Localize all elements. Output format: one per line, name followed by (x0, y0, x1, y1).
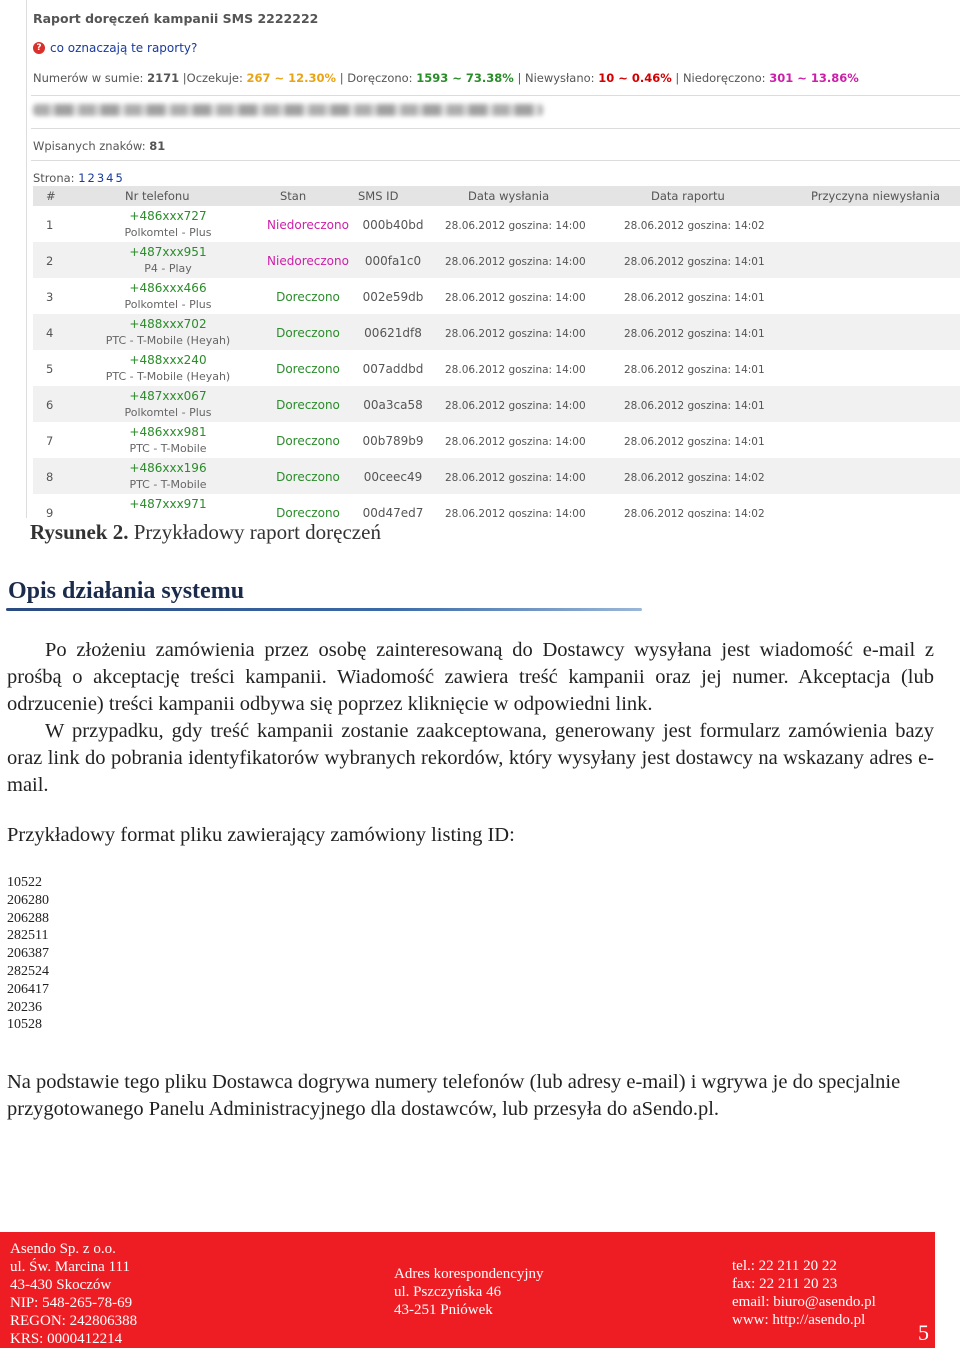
row-sms-id: 00d47ed7 (362, 506, 424, 518)
row-report-date: 28.06.2012 goszina: 14:01 (624, 436, 765, 448)
col-header[interactable]: # (46, 189, 56, 203)
table-row (33, 422, 960, 458)
table-row (33, 314, 960, 350)
id-item: 206387 (7, 946, 49, 962)
report-screenshot (26, 0, 960, 518)
col-header[interactable]: SMS ID (358, 189, 399, 203)
divider (31, 128, 960, 129)
col-header[interactable]: Nr telefonu (125, 189, 190, 203)
row-sms-id: 00621df8 (364, 326, 422, 340)
row-operator: PTC - T-Mobile (129, 478, 207, 491)
table-row (33, 278, 960, 314)
stats-delivered-label: | Doręczono: (339, 71, 413, 85)
table-row (33, 494, 960, 518)
row-status: Niedoreczono (267, 218, 349, 232)
section-rule (6, 608, 642, 611)
footer-line: KRS: 0000412214 (10, 1331, 123, 1347)
chars-label: Wpisanych znaków: (33, 139, 146, 153)
row-phone: +486xxx727 (129, 209, 207, 223)
row-operator: Polkomtel - Plus (124, 298, 212, 311)
row-status: Doreczono (276, 434, 340, 448)
page-link[interactable]: 5 (115, 171, 123, 185)
row-number: 7 (46, 434, 54, 448)
row-sms-id: 00b789b9 (362, 434, 424, 448)
footer-line: NIP: 548-265-78-69 (10, 1295, 133, 1311)
id-item: 10522 (7, 875, 42, 890)
paragraph: Przykładowy format pliku zawierający zamówiony listing ID: (7, 824, 515, 846)
divider (31, 160, 960, 161)
row-sms-id: 00ceec49 (363, 470, 423, 484)
row-status: Doreczono (276, 398, 340, 412)
row-number: 3 (46, 290, 54, 304)
row-status: Doreczono (276, 290, 340, 304)
row-report-date: 28.06.2012 goszina: 14:01 (624, 400, 765, 412)
row-phone: +487xxx067 (129, 389, 207, 403)
footer-line: ul. Św. Marcina 111 (10, 1259, 130, 1275)
row-sent-date: 28.06.2012 goszina: 14:00 (445, 472, 586, 484)
row-report-date: 28.06.2012 goszina: 14:01 (624, 292, 765, 304)
footer-website[interactable]: www: http://asendo.pl (732, 1312, 866, 1328)
report-stats (33, 71, 859, 85)
id-item: 206288 (7, 910, 49, 926)
table-row (33, 458, 960, 494)
paragraph: W przypadku, gdy treść kampanii zostanie zaakceptowana, generowany jest formularz zamówienia bazy oraz link do pobrania identyfikatorów wybranych rekordów, który wysyłany jest dostawcy na wskazany adres e-mail. (7, 720, 934, 796)
paragraph: Na podstawie tego pliku Dostawca dogrywa numery telefonów (lub adresy e-mail) i wgrywa je do specjalnie przygotowanego Panelu Administracyjnego dla dostawców, lub przesyła do aSendo.pl. (7, 1071, 901, 1120)
row-phone: +486xxx981 (129, 425, 207, 439)
row-report-date: 28.06.2012 goszina: 14:02 (624, 508, 765, 518)
footer-line: 43-430 Skoczów (10, 1277, 112, 1293)
row-operator: PTC - T-Mobile (Heyah) (105, 334, 231, 347)
stats-wait-label: |Oczekuje: (182, 71, 243, 85)
section-title: Opis działania systemu (8, 578, 245, 604)
row-phone: +486xxx196 (129, 461, 207, 475)
stats-failed: 301 ~ 13.86% (769, 71, 859, 85)
row-report-date: 28.06.2012 goszina: 14:01 (624, 328, 765, 340)
row-operator: PTC - T-Mobile (Heyah) (105, 370, 231, 383)
row-number: 4 (46, 326, 54, 340)
row-number: 8 (46, 470, 54, 484)
row-number: 6 (46, 398, 54, 412)
row-report-date: 28.06.2012 goszina: 14:02 (624, 472, 765, 484)
row-sms-id: 000fa1c0 (364, 254, 422, 268)
table-header (33, 186, 960, 206)
page-link[interactable]: 1 (78, 171, 86, 185)
footer-line: 43-251 Pniówek (394, 1302, 493, 1318)
row-sent-date: 28.06.2012 goszina: 14:00 (445, 220, 586, 232)
table-row (33, 350, 960, 386)
paragraph: Po złożeniu zamówienia przez osobę zainteresowaną do Dostawcy wysyłana jest wiadomość e-mail z prośbą o akceptację treści kampanii. Wiadomość zawiera treść kampanii oraz jej numer. Akceptacja (lub odrzucenie) treści kampanii odbywa się poprzez kliknięcie w odpowiedni link. (7, 639, 934, 715)
report-title: Raport doręczeń kampanii SMS 2222222 (33, 11, 319, 26)
page-link[interactable]: 2 (87, 171, 95, 185)
footer-line: ul. Pszczyńska 46 (394, 1284, 502, 1300)
footer-fax: fax: 22 211 20 23 (732, 1276, 838, 1292)
help-link-label: co oznaczają te raporty? (50, 41, 198, 55)
table-row (33, 386, 960, 422)
id-item: 206417 (7, 981, 49, 997)
col-header[interactable]: Data wysłania (468, 189, 550, 203)
pagination (33, 171, 125, 185)
page-number: 5 (918, 1320, 929, 1345)
row-sent-date: 28.06.2012 goszina: 14:00 (445, 256, 586, 268)
row-operator: P4 - Play (144, 262, 192, 275)
row-sms-id: 00a3ca58 (363, 398, 423, 412)
pager-label: Strona: (33, 171, 75, 185)
chars-value: 81 (149, 139, 166, 153)
stats-notsent-label: | Niewysłano: (517, 71, 595, 85)
row-status: Niedoreczono (267, 254, 349, 268)
chars-count (33, 139, 165, 153)
help-link[interactable] (33, 41, 197, 55)
row-report-date: 28.06.2012 goszina: 14:01 (624, 256, 765, 268)
stats-total: 2171 (147, 71, 180, 85)
footer-company (10, 1240, 137, 1348)
row-report-date: 28.06.2012 goszina: 14:02 (624, 220, 765, 232)
id-listing (7, 874, 49, 1034)
row-sent-date: 28.06.2012 goszina: 14:00 (445, 400, 586, 412)
caption-label: Rysunek 2. (30, 520, 129, 544)
stats-delivered: 1593 ~ 73.38% (416, 71, 514, 85)
stats-failed-label: | Niedoręczono: (675, 71, 766, 85)
row-report-date: 28.06.2012 goszina: 14:01 (624, 364, 765, 376)
divider (31, 95, 960, 96)
row-status: Doreczono (276, 506, 340, 518)
row-phone: +486xxx466 (129, 281, 207, 295)
col-header[interactable]: Data raportu (651, 189, 725, 203)
row-number: 2 (46, 254, 54, 268)
row-phone: +488xxx240 (129, 353, 207, 367)
footer-email[interactable]: email: biuro@asendo.pl (732, 1294, 876, 1310)
report-table (33, 186, 960, 518)
row-sent-date: 28.06.2012 goszina: 14:00 (445, 292, 586, 304)
row-sms-id: 007addbd (362, 362, 424, 376)
footer-phone: tel.: 22 211 20 22 (732, 1258, 837, 1274)
redacted-message (33, 104, 543, 116)
row-sms-id: 002e59db (362, 290, 424, 304)
id-item: 282511 (7, 928, 49, 944)
table-row (33, 242, 960, 278)
row-sent-date: 28.06.2012 goszina: 14:00 (445, 328, 586, 340)
id-item: 282524 (7, 963, 49, 979)
footer-address (394, 1265, 544, 1319)
id-item: 206280 (7, 892, 49, 908)
col-header[interactable]: Stan (280, 189, 307, 203)
row-phone: +487xxx951 (129, 245, 207, 259)
row-status: Doreczono (276, 362, 340, 376)
page-link[interactable]: 4 (106, 171, 114, 185)
page-link[interactable]: 3 (96, 171, 105, 185)
footer-line: Adres korespondencyjny (394, 1266, 544, 1282)
row-number: 5 (46, 362, 54, 376)
row-phone: +487xxx971 (129, 497, 207, 511)
caption-text: Przykładowy raport doręczeń (128, 520, 381, 544)
col-header[interactable]: Przyczyna niewysłania (811, 189, 941, 203)
id-item: 10528 (7, 1017, 42, 1033)
stats-total-label: Numerów w sumie: (33, 71, 144, 85)
stats-notsent: 10 ~ 0.46% (598, 71, 672, 85)
row-operator: Polkomtel - Plus (124, 406, 212, 419)
row-phone: +488xxx702 (129, 317, 207, 331)
row-sent-date: 28.06.2012 goszina: 14:00 (445, 364, 586, 376)
row-number: 9 (46, 506, 54, 518)
row-operator: PTC - T-Mobile (129, 442, 207, 455)
row-status: Doreczono (276, 326, 340, 340)
row-status: Doreczono (276, 470, 340, 484)
row-sms-id: 000b40bd (362, 218, 424, 232)
footer-line: REGON: 242806388 (10, 1313, 138, 1329)
question-icon: ? (33, 42, 45, 54)
footer-line: Asendo Sp. z o.o. (10, 1241, 116, 1257)
row-sent-date: 28.06.2012 goszina: 14:00 (445, 436, 586, 448)
footer-contact (732, 1257, 876, 1329)
row-number: 1 (46, 218, 54, 232)
row-sent-date: 28.06.2012 goszina: 14:00 (445, 508, 586, 518)
page-footer (0, 1232, 935, 1348)
figure-caption (30, 520, 381, 545)
table-row (33, 206, 960, 242)
row-operator: Polkomtel - Plus (124, 226, 212, 239)
id-item: 20236 (7, 999, 42, 1015)
stats-wait: 267 ~ 12.30% (246, 71, 337, 85)
